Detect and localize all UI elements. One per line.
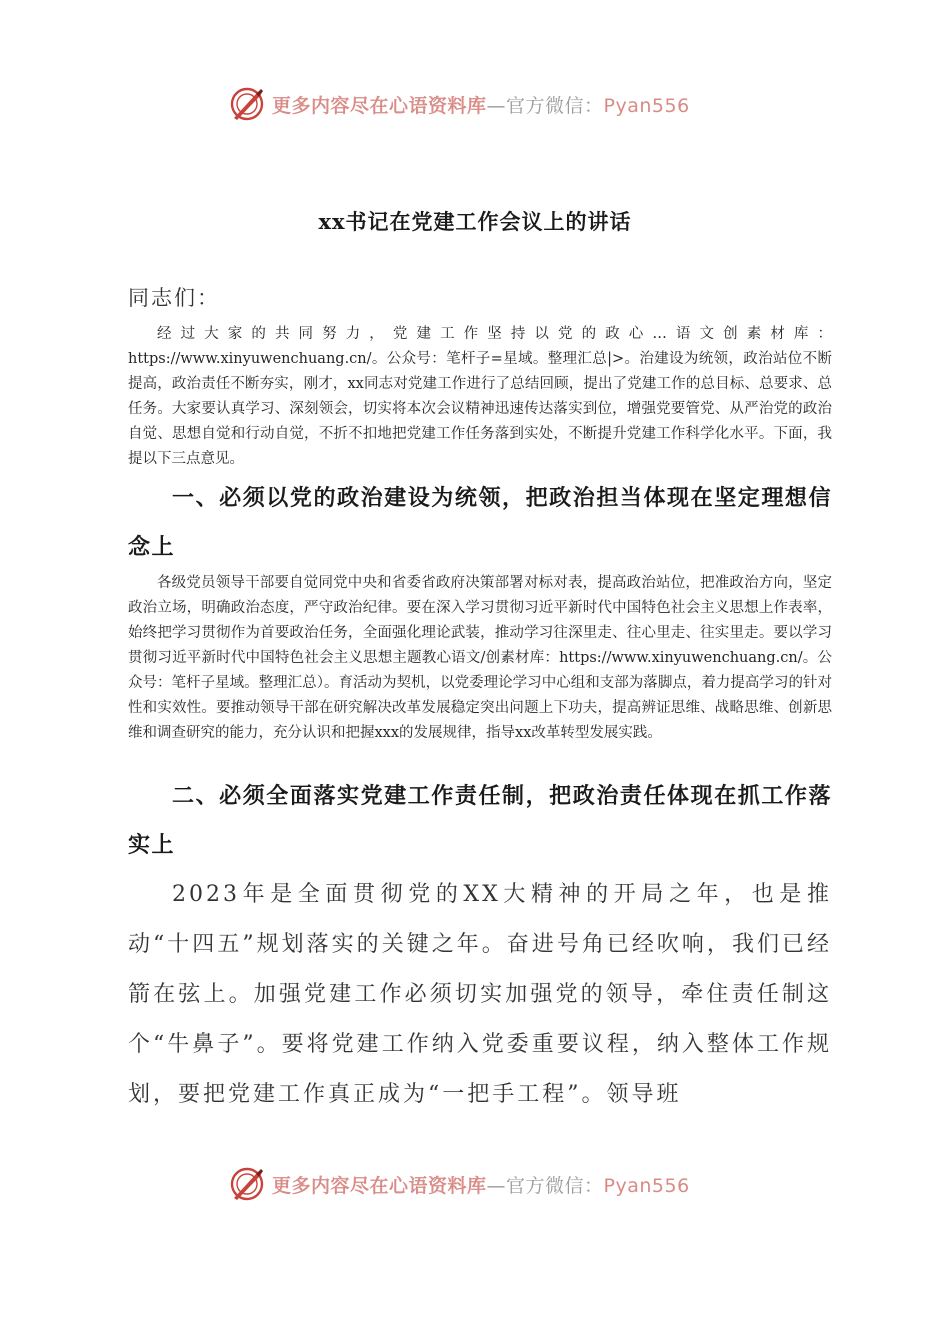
pen-logo-icon bbox=[228, 85, 266, 123]
watermark-wechat-label: —官方微信： bbox=[486, 94, 604, 117]
header-watermark-text bbox=[272, 91, 690, 118]
watermark-wechat-id: Pyan556 bbox=[603, 1174, 690, 1197]
header-watermark bbox=[228, 84, 748, 124]
section-1-paragraph: 各级党员领导干部要自觉同党中央和省委省政府决策部署对标对表，提高政治站位，把准政治方向，坚定政治立场，明确政治态度，严守政治纪律。要在深入学习贯彻习近平新时代中国特色社会主义思想上作表率，始终把学习贯彻作为首要政治任务，全面强化理论武装，推动学习往深里走、往心里走、往实里走。要以学习贯彻习近平新时代中国特色社会主义思想主题教心语文/创素材库：https://www.xinyuwenchuang.cn/。公众号：笔杆子星域。整理汇总）。育活动为契机，以党委理论学习中心组和支部为落脚点，着力提高学习的针对性和实效性。要推动领导干部在研究解决改革发展稳定突出问题上下功夫，提高辨证思维、战略思维、创新思维和调查研究的能力，充分认识和把握xxx的发展规律，指导xx改革转型发展实践。 bbox=[128, 575, 832, 741]
document-title: xx书记在党建工作会议上的讲话 bbox=[318, 209, 632, 234]
watermark-wechat-id: Pyan556 bbox=[603, 94, 690, 117]
watermark-site-name: 更多内容尽在心语资料库 bbox=[272, 94, 487, 117]
watermark-site-name: 更多内容尽在心语资料库 bbox=[272, 1174, 487, 1197]
section-1-heading: 一、必须以党的政治建设为统领，把政治担当体现在坚定理想信念上 bbox=[128, 485, 832, 560]
footer-watermark-text bbox=[272, 1171, 690, 1198]
watermark-wechat-label: —官方微信： bbox=[486, 1174, 604, 1197]
footer-watermark bbox=[228, 1164, 748, 1204]
intro-paragraph: 经过大家的共同努力，党建工作坚持以党的政心…语文创素材库：https://www.xinyuwenchuang.cn/。公众号：笔杆子=星域。整理汇总|>。治建设为统领，政治站位不断提高，政治责任不断夯实，刚才，xx同志对党建工作进行了总结回顾，提出了党建工作的总目标、总要求、总任务。大家要认真学习、深刻领会，切实将本次会议精神迅速传达落实到位，增强党要管党、从严治党的政治自觉、思想自觉和行动自觉，不折不扣地把党建工作任务落到实处，不断提升党建工作科学化水平。下面，我提以下三点意见。 bbox=[128, 326, 832, 467]
salutation: 同志们： bbox=[128, 286, 220, 310]
section-2-paragraph: 2023年是全面贯彻党的XX大精神的开局之年，也是推动“十四五”规划落实的关键之年。奋进号角已经吹响，我们已经箭在弦上。加强党建工作必须切实加强党的领导，牵住责任制这个“牛鼻子”。要将党建工作纳入党委重要议程，纳入整体工作规划，要把党建工作真正成为“一把手工程”。领导班 bbox=[128, 882, 832, 1107]
section-2-heading: 二、必须全面落实党建工作责任制，把政治责任体现在抓工作落实上 bbox=[128, 783, 832, 858]
pen-logo-icon bbox=[228, 1165, 266, 1203]
